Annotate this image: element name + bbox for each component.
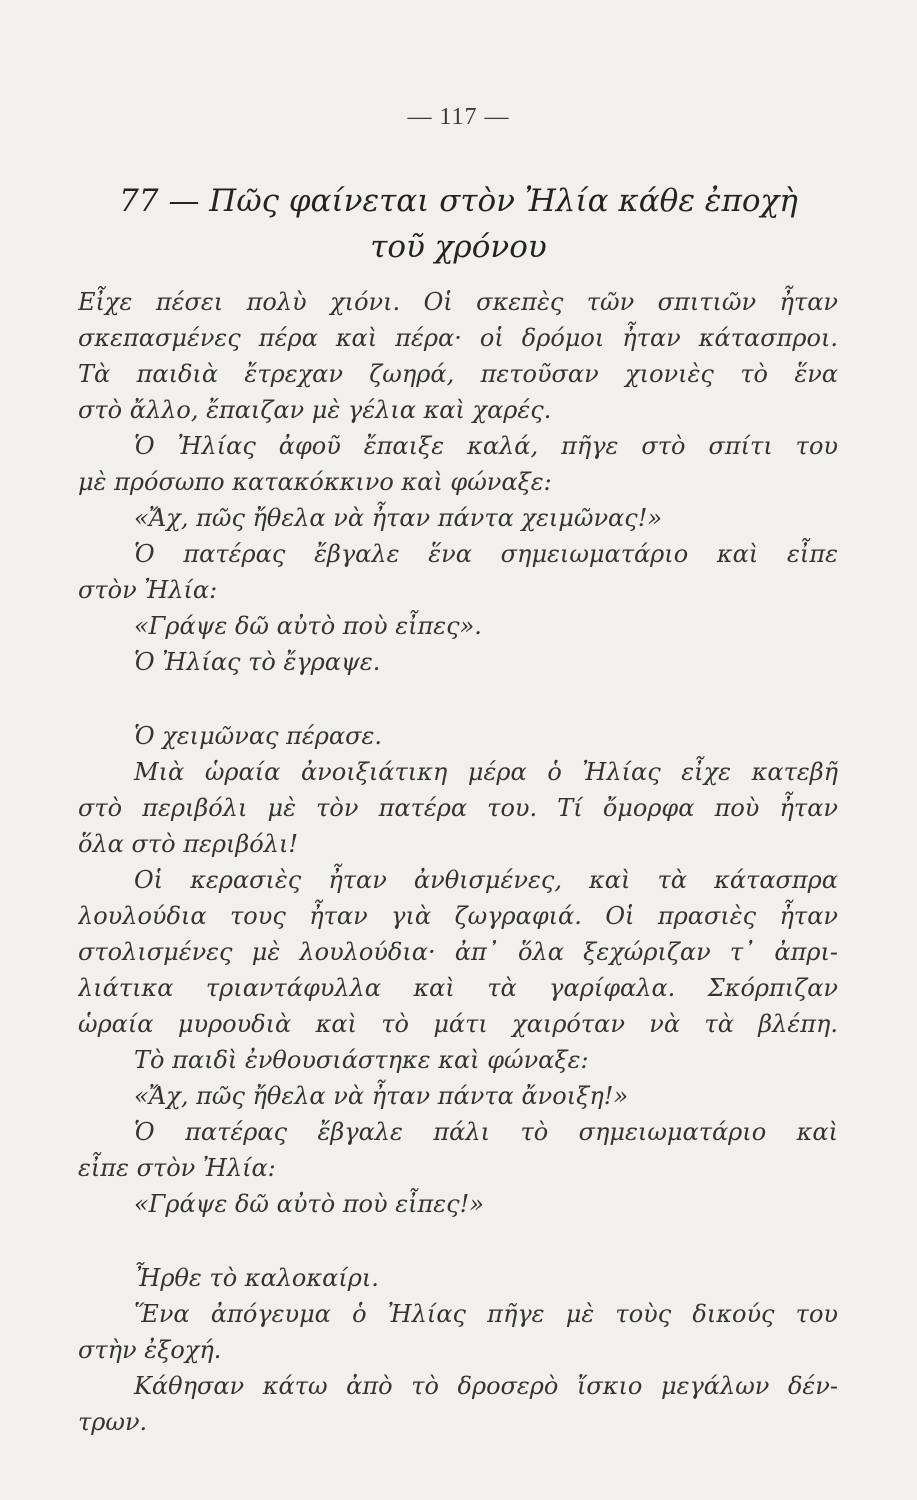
text-line: μὲ πρόσωπο κατακόκκινο καὶ φώναξε: [78, 468, 552, 496]
text-line: Κάθησαν κάτω ἀπὸ τὸ δροσερὸ ἴσκιο μεγάλων δέν- [134, 1372, 838, 1400]
paragraph-gap [78, 680, 838, 718]
text-line: στὸ ἄλλο, ἔπαιζαν μὲ γέλια καὶ χαρές. [78, 396, 552, 424]
text-line: Ὁ Ἠλίας ἀφοῦ ἔπαιξε καλά, πῆγε στὸ σπίτι του [134, 432, 838, 460]
chapter-title-line-1: 77 — Πῶς φαίνεται στὸν Ἠλία κάθε ἐποχὴ [119, 183, 798, 219]
text-line: λουλούδια τους ἦταν γιὰ ζωγραφιά. Οἱ πρασιὲς ἦταν [78, 902, 838, 930]
text-line: τρων. [78, 1408, 148, 1436]
text-line: στὸν Ἠλία: [78, 576, 218, 604]
text-line: Μιὰ ὡραία ἀνοιξιάτικη μέρα ὁ Ἠλίας εἶχε κατεβῆ [134, 758, 838, 786]
text-line: Ὁ πατέρας ἔβγαλε ἕνα σημειωματάριο καὶ εἶπε [134, 540, 838, 568]
text-line: Ἕνα ἀπόγευμα ὁ Ἠλίας πῆγε μὲ τοὺς δικούς του [134, 1300, 838, 1328]
text-line: «Ἄχ, πῶς ἤθελα νὰ ἦταν πάντα χειμῶνας!» [134, 504, 663, 532]
text-line: Εἶχε πέσει πολὺ χιόνι. Οἱ σκεπὲς τῶν σπιτιῶν ἦταν [78, 288, 838, 316]
text-line: λιάτικα τριαντάφυλλα καὶ τὰ γαρίφαλα. Σκόρπιζαν [78, 974, 838, 1002]
text-line: Ὁ Ἠλίας τὸ ἔγραψε. [134, 648, 381, 676]
text-line: Ὁ πατέρας ἔβγαλε πάλι τὸ σημειωματάριο καὶ [134, 1118, 838, 1146]
text-line: Τὰ παιδιὰ ἔτρεχαν ζωηρά, πετοῦσαν χιονιὲς τὸ ἕνα [78, 360, 838, 388]
text-line: «Ἄχ, πῶς ἤθελα νὰ ἦταν πάντα ἄνοιξη!» [134, 1082, 629, 1110]
text-line: στὴν ἐξοχή. [78, 1336, 222, 1364]
chapter-title [80, 178, 837, 270]
text-line: Τὸ παιδὶ ἐνθουσιάστηκε καὶ φώναξε: [134, 1046, 589, 1074]
text-line: σκεπασμένες πέρα καὶ πέρα· οἱ δρόμοι ἦταν κάτασπροι. [78, 324, 838, 352]
page-number: — 117 — [407, 104, 510, 130]
paragraph-gap [78, 1222, 838, 1260]
text-line: «Γράψε δῶ αὐτὸ ποὺ εἶπες!» [134, 1190, 484, 1218]
text-line: ὅλα στὸ περιβόλι! [78, 830, 298, 858]
body-text [78, 284, 838, 1440]
text-line: Ὁ χειμῶνας πέρασε. [134, 722, 382, 750]
chapter-title-line-2: τοῦ χρόνου [370, 229, 547, 265]
text-line: ὡραία μυρουδιὰ καὶ τὸ μάτι χαιρόταν νὰ τὰ βλέπη. [78, 1010, 838, 1038]
text-line: στὸ περιβόλι μὲ τὸν πατέρα του. Τί ὄμορφα ποὺ ἦταν [78, 794, 838, 822]
text-line: εἶπε στὸν Ἠλία: [78, 1154, 276, 1182]
text-line: στολισμένες μὲ λουλούδια· ἀπ᾿ ὅλα ξεχώριζαν τ᾿ ἀπρι- [78, 938, 838, 966]
text-line: «Γράψε δῶ αὐτὸ ποὺ εἶπες». [134, 612, 482, 640]
text-line: Οἱ κερασιὲς ἦταν ἀνθισμένες, καὶ τὰ κάτασπρα [134, 866, 838, 894]
text-line: Ἦρθε τὸ καλοκαίρι. [134, 1264, 379, 1292]
